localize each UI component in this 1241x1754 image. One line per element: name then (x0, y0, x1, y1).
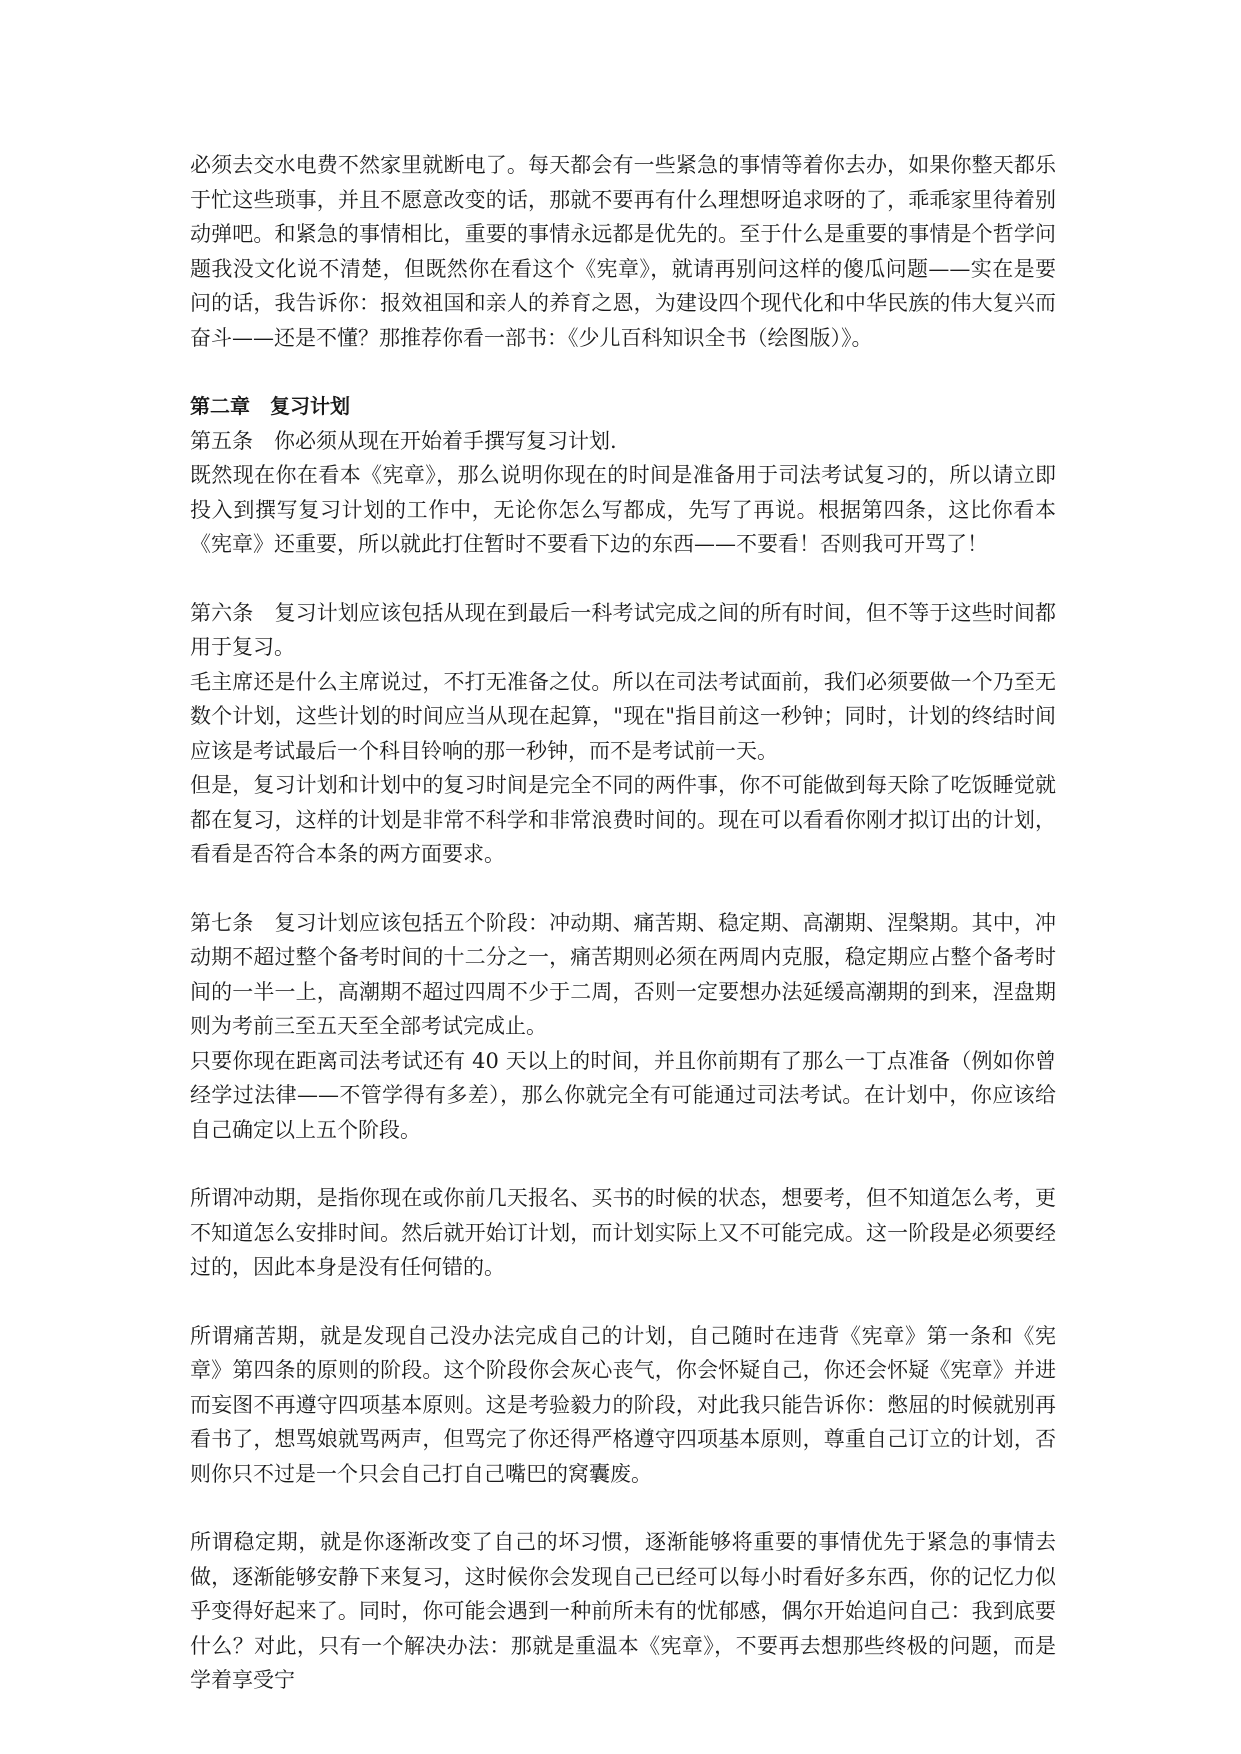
article-6-title: 第六条 复习计划应该包括从现在到最后一科考试完成之间的所有时间，但不等于这些时间都用于复习。 (190, 600, 1056, 659)
paragraph-intro: 必须去交水电费不然家里就断电了。每天都会有一些紧急的事情等着你去办，如果你整天都乐于忙这些琐事，并且不愿意改变的话，那就不要再有什么理想呀追求呀的了，乖乖家里待着别动弹吧。和紧急的事情相比，重要的事情永远都是优先的。至于什么是重要的事情是个哲学问题我没文化说不清楚，但既然你在看这个《宪章》，就请再别问这样的傻瓜问题——实在是要问的话，我告诉你：报效祖国和亲人的养育之恩，为建设四个现代化和中华民族的伟大复兴而奋斗——还是不懂？那推荐你看一部书：《少儿百科知识全书（绘图版）》。 (190, 153, 1056, 350)
spacer (190, 1147, 1056, 1181)
spacer (190, 355, 1056, 389)
spacer (190, 562, 1056, 596)
article-5-body: 既然现在你在看本《宪章》，那么说明你现在的时间是准备用于司法考试复习的，所以请立即投入到撰写复习计划的工作中，无论你怎么写都成，先写了再说。根据第四条，这比你看本《宪章》还重要，所以就此打住暂时不要看下边的东西——不要看！否则我可开骂了！ (190, 463, 1056, 556)
spacer (190, 1285, 1056, 1319)
document-body (190, 148, 1056, 1698)
article-6-body-1: 毛主席还是什么主席说过，不打无准备之仗。所以在司法考试面前，我们必须要做一个乃至无数个计划，这些计划的时间应当从现在起算，"现在"指目前这一秒钟；同时，计划的终结时间应该是考试最后一个科目铃响的那一秒钟，而不是考试前一天。 (190, 669, 1056, 763)
phase-pain-paragraph: 所谓痛苦期，就是发现自己没办法完成自己的计划，自己随时在违背《宪章》第一条和《宪章》第四条的原则的阶段。这个阶段你会灰心丧气，你会怀疑自己，你还会怀疑《宪章》并进而妄图不再遵守四项基本原则。这是考验毅力的阶段，对此我只能告诉你：憋屈的时候就别再看书了，想骂娘就骂两声，但骂完了你还得严格遵守四项基本原则，尊重自己订立的计划，否则你只不过是一个只会自己打自己嘴巴的窝囊废。 (190, 1323, 1056, 1486)
article-5-title: 第五条 你必须从现在开始着手撰写复习计划. (190, 428, 617, 453)
article-6-body-2: 但是，复习计划和计划中的复习时间是完全不同的两件事，你不可能做到每天除了吃饭睡觉就都在复习，这样的计划是非常不科学和非常浪费时间的。现在可以看看你刚才拟订出的计划，看看是否符合本条的两方面要求。 (190, 773, 1056, 866)
spacer (190, 1491, 1056, 1525)
spacer (190, 872, 1056, 906)
chapter-heading: 第二章 复习计划 (190, 394, 350, 418)
phase-stable-paragraph: 所谓稳定期，就是你逐渐改变了自己的坏习惯，逐渐能够将重要的事情优先于紧急的事情去做，逐渐能够安静下来复习，这时候你会发现自己已经可以每小时看好多东西，你的记忆力似乎变得好起来了。同时，你可能会遇到一种前所未有的忧郁感，偶尔开始追问自己：我到底要什么？对此，只有一个解决办法：那就是重温本《宪章》，不要再去想那些终极的问题，而是学着享受宁 (190, 1530, 1056, 1692)
article-7-body: 只要你现在距离司法考试还有 40 天以上的时间，并且你前期有了那么一丁点准备（例如你曾经学过法律——不管学得有多差），那么你就完全有可能通过司法考试。在计划中，你应该给自己确定以上五个阶段。 (190, 1048, 1056, 1142)
phase-impulse-paragraph: 所谓冲动期，是指你现在或你前几天报名、买书的时候的状态，想要考，但不知道怎么考，更不知道怎么安排时间。然后就开始订计划，而计划实际上又不可能完成。这一阶段是必须要经过的，因此本身是没有任何错的。 (190, 1186, 1056, 1279)
article-7-title: 第七条 复习计划应该包括五个阶段：冲动期、痛苦期、稳定期、高潮期、涅槃期。其中，冲动期不超过整个备考时间的十二分之一，痛苦期则必须在两周内克服，稳定期应占整个备考时间的一半一上，高潮期不超过四周不少于二周，否则一定要想办法延缓高潮期的到来，涅盘期则为考前三至五天至全部考试完成止。 (190, 910, 1056, 1038)
